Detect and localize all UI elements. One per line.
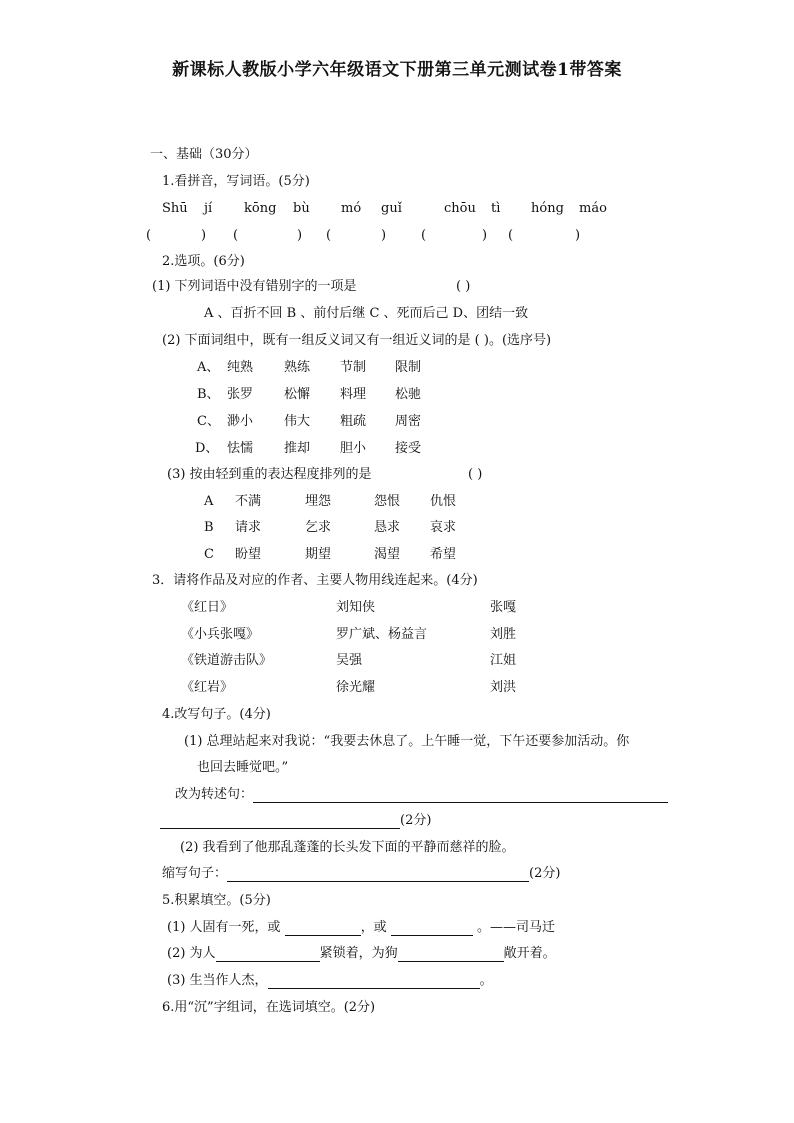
- shorten-label: 缩写句子：: [162, 866, 228, 881]
- convert-row-2: [160, 813, 431, 829]
- option-word: 周密: [395, 414, 422, 429]
- option-word: 松懈: [284, 387, 311, 402]
- q3-heading: 3．请将作品及对应的作者、主要人物用线连起来。(4分): [152, 573, 478, 588]
- answer-line[interactable]: [253, 790, 668, 803]
- q4-heading: 4.改写句子。(4分): [162, 707, 271, 722]
- q4-sentence2: (2) 我看到了他那乱蓬蓬的长头发下面的平静而慈祥的脸。: [180, 840, 515, 855]
- fill-text: (3) 生当作人杰，: [167, 973, 268, 988]
- option-word: 期望: [305, 547, 332, 562]
- answer-blank: ( ): [468, 467, 483, 482]
- fill-text: 紧锁着，为狗: [319, 946, 398, 961]
- character: 张嘎: [490, 600, 517, 615]
- convert-row: [175, 787, 668, 803]
- q2-part3-question: (3) 按由轻到重的表达程度排列的是: [167, 467, 372, 482]
- character: 刘洪: [490, 680, 517, 695]
- q5-line1: [167, 920, 555, 936]
- option-word: 怯懦: [227, 441, 254, 456]
- pinyin: bù: [293, 201, 310, 216]
- pinyin: máo: [579, 201, 607, 216]
- author: 刘知侠: [336, 600, 376, 615]
- q2-heading: 2.选项。(6分): [162, 254, 245, 269]
- option-word: 推却: [284, 441, 311, 456]
- bracket-close: ): [381, 228, 387, 243]
- option-label: D、: [195, 441, 219, 456]
- q4-sentence1-cont: 也回去睡觉吧。”: [197, 760, 289, 775]
- answer-blank: ( ): [456, 279, 471, 294]
- option-word: 粗疏: [340, 414, 367, 429]
- option-label: A: [204, 494, 214, 509]
- section-heading: 一、基础（30分）: [150, 147, 258, 162]
- bracket-open: (: [508, 228, 514, 243]
- option-word: 接受: [395, 441, 422, 456]
- fill-text: 敞开着。: [503, 946, 556, 961]
- answer-line[interactable]: [216, 949, 320, 962]
- fill-text: (2) 为人: [167, 946, 216, 961]
- answer-line[interactable]: [391, 923, 473, 936]
- option-word: 怨恨: [374, 494, 401, 509]
- author: 罗广斌、杨益言: [336, 627, 428, 642]
- q4-sentence1: (1) 总理站起来对我说：“我要去休息了。上午睡一觉，下午还要参加活动。你: [184, 734, 630, 749]
- option-word: 哀求: [430, 520, 457, 535]
- pinyin: jí: [204, 201, 213, 216]
- option-word: 希望: [430, 547, 457, 562]
- score: (2分): [529, 866, 561, 881]
- option-label: C、: [197, 414, 220, 429]
- option-word: 乞求: [305, 520, 332, 535]
- score: (2分): [400, 813, 432, 828]
- answer-line[interactable]: [398, 949, 504, 962]
- pinyin: kōng: [244, 201, 277, 216]
- author: 徐光耀: [336, 680, 376, 695]
- option-label: C: [204, 547, 214, 562]
- character: 刘胜: [490, 627, 517, 642]
- shorten-row: [162, 866, 560, 882]
- option-word: 松驰: [395, 387, 422, 402]
- work-title: 《小兵张嘎》: [181, 627, 260, 642]
- bracket-open: (: [146, 228, 152, 243]
- fill-text: ，或: [360, 920, 387, 935]
- option-word: 不满: [235, 494, 262, 509]
- bracket-close: ): [201, 228, 207, 243]
- pinyin: chōu: [444, 201, 476, 216]
- character: 江姐: [490, 653, 517, 668]
- pinyin: guǐ: [381, 201, 402, 216]
- bracket-open: (: [233, 228, 239, 243]
- option-word: 伟大: [284, 414, 311, 429]
- option-word: 节制: [340, 360, 367, 375]
- option-word: 料理: [340, 387, 367, 402]
- option-label: B: [204, 520, 214, 535]
- fill-text: (1) 人固有一死，或: [167, 920, 281, 935]
- option-word: 熟练: [284, 360, 311, 375]
- option-label: B、: [197, 387, 220, 402]
- option-word: 胆小: [340, 441, 367, 456]
- option-word: 张罗: [227, 387, 254, 402]
- bracket-close: ): [482, 228, 488, 243]
- fill-text: 。——司马迁: [477, 920, 556, 935]
- answer-line[interactable]: [160, 816, 400, 829]
- q5-line3: [167, 973, 493, 989]
- page-title: 新课标人教版小学六年级语文下册第三单元测试卷1带答案: [172, 60, 622, 80]
- option-word: 请求: [235, 520, 262, 535]
- answer-line[interactable]: [268, 976, 480, 989]
- answer-line[interactable]: [285, 923, 361, 936]
- option-word: 盼望: [235, 547, 262, 562]
- q2-part2-question: (2) 下面词组中，既有一组反义词又有一组近义词的是 ( )。(选序号): [162, 333, 552, 348]
- q2-part1-options: A 、百折不回 B 、前付后继 C 、死而后己 D、团结一致: [204, 306, 529, 321]
- author: 吴强: [336, 653, 363, 668]
- bracket-open: (: [421, 228, 427, 243]
- pinyin: mó: [341, 201, 362, 216]
- option-word: 埋怨: [305, 494, 332, 509]
- option-label: A、: [197, 360, 220, 375]
- work-title: 《铁道游击队》: [181, 653, 273, 668]
- bracket-close: ): [575, 228, 581, 243]
- q2-part1-question: (1) 下列词语中没有错别字的一项是: [152, 279, 357, 294]
- pinyin: Shū: [162, 201, 188, 216]
- option-word: 限制: [395, 360, 422, 375]
- pinyin: tì: [491, 201, 501, 216]
- fill-text: 。: [479, 973, 493, 988]
- q5-line2: [167, 946, 556, 962]
- answer-line[interactable]: [227, 869, 529, 882]
- bracket-close: ): [297, 228, 303, 243]
- option-word: 仇恨: [430, 494, 457, 509]
- q6-heading: 6.用“沉”字组词，在选词填空。(2分): [162, 1000, 376, 1015]
- work-title: 《红日》: [181, 600, 234, 615]
- option-word: 渺小: [227, 414, 254, 429]
- q1-heading: 1.看拼音，写词语。(5分): [162, 174, 310, 189]
- bracket-open: (: [326, 228, 332, 243]
- option-word: 恳求: [374, 520, 401, 535]
- option-word: 渴望: [374, 547, 401, 562]
- pinyin: hóng: [531, 201, 564, 216]
- option-word: 纯熟: [227, 360, 254, 375]
- convert-label: 改为转述句：: [175, 787, 254, 802]
- work-title: 《红岩》: [181, 680, 234, 695]
- q5-heading: 5.积累填空。(5分): [162, 893, 271, 908]
